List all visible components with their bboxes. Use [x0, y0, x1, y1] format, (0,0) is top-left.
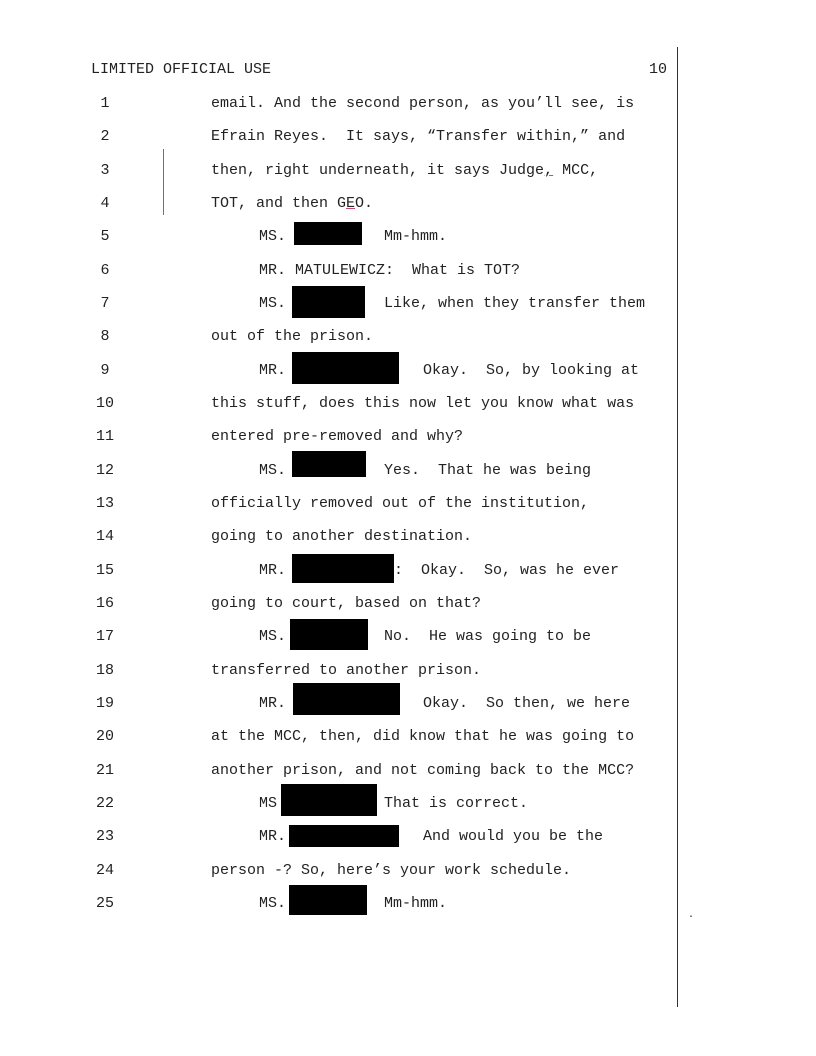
transcript-line: this stuff, does this now let you know what was: [211, 395, 635, 412]
speaker-label: MR.: [259, 695, 287, 712]
transcript-line: out of the prison.: [211, 328, 374, 345]
speaker-label: MS.: [259, 295, 287, 312]
line-number: 18: [95, 662, 114, 679]
transcript-line: Mm-hmm.: [384, 895, 448, 912]
redaction-block: [294, 222, 362, 245]
transcript-line: Okay. So, by looking at: [423, 362, 640, 379]
speaker-label: MS.: [259, 628, 287, 645]
line-text: O.: [355, 195, 374, 212]
line-number: 22: [95, 795, 114, 812]
redaction-block: [281, 784, 377, 816]
line-number: 14: [95, 528, 114, 545]
transcript-line: [211, 162, 598, 179]
line-number: 19: [95, 695, 114, 712]
transcript-line: And would you be the: [423, 828, 604, 845]
revision-change-bar: [163, 149, 164, 215]
line-text: then, right underneath, it says Judge: [211, 162, 545, 179]
transcript-line: Okay. So then, we here: [423, 695, 631, 712]
line-number: 20: [95, 728, 114, 745]
speaker-label: MS.: [259, 462, 287, 479]
speaker-label: MR.: [259, 362, 287, 379]
line-number: 21: [95, 762, 114, 779]
line-number: 7: [100, 295, 110, 312]
revised-letter-mark: E: [346, 195, 356, 212]
line-number: 25: [95, 895, 114, 912]
transcript-line: MR. MATULEWICZ: What is TOT?: [259, 262, 521, 279]
redaction-block: [292, 451, 366, 477]
right-margin-rule: [677, 47, 678, 1007]
line-number: 16: [95, 595, 114, 612]
line-number: 2: [100, 128, 110, 145]
transcript-line: That is correct.: [384, 795, 529, 812]
page-header: [91, 61, 667, 81]
transcript-line: going to court, based on that?: [211, 595, 482, 612]
line-number: 1: [100, 95, 110, 112]
redaction-block: [293, 683, 400, 715]
speaker-label: MS: [259, 795, 278, 812]
transcript-line: going to another destination.: [211, 528, 473, 545]
line-number: 3: [100, 162, 110, 179]
line-number: 8: [100, 328, 110, 345]
line-number: 5: [100, 228, 110, 245]
classification-label: LIMITED OFFICIAL USE: [91, 61, 272, 78]
transcript-line: Like, when they transfer them: [384, 295, 646, 312]
transcript-line: transferred to another prison.: [211, 662, 482, 679]
line-number: 9: [100, 362, 110, 379]
transcript-line: No. He was going to be: [384, 628, 592, 645]
redaction-block: [290, 619, 368, 650]
line-number: 6: [100, 262, 110, 279]
transcript-line: : Okay. So, was he ever: [394, 562, 620, 579]
speaker-label: MS.: [259, 895, 287, 912]
transcript-line: officially removed out of the institution,: [211, 495, 590, 512]
redaction-block: [292, 352, 399, 384]
line-number: 17: [95, 628, 114, 645]
redaction-block: [292, 554, 394, 583]
margin-dot: .: [688, 910, 695, 921]
speaker-label: MR.: [259, 828, 287, 845]
speaker-label: MR.: [259, 562, 287, 579]
transcript-line: email. And the second person, as you’ll see, is: [211, 95, 635, 112]
line-number: 10: [95, 395, 114, 412]
speaker-label: MS.: [259, 228, 287, 245]
transcript-line: person -? So, here’s your work schedule.: [211, 862, 572, 879]
redaction-block: [289, 825, 399, 847]
inserted-comma-mark: ,: [544, 162, 554, 179]
line-number: 23: [95, 828, 114, 845]
redaction-block: [292, 286, 365, 318]
transcript-line: at the MCC, then, did know that he was going to: [211, 728, 635, 745]
line-number: 13: [95, 495, 114, 512]
line-text: MCC,: [553, 162, 599, 179]
transcript-line: entered pre-removed and why?: [211, 428, 464, 445]
line-text: TOT, and then G: [211, 195, 347, 212]
line-number: 4: [100, 195, 110, 212]
line-number: 24: [95, 862, 114, 879]
redaction-block: [289, 885, 367, 915]
line-number: 11: [95, 428, 114, 445]
transcript-line: Efrain Reyes. It says, “Transfer within,” and: [211, 128, 626, 145]
line-number: 15: [95, 562, 114, 579]
line-number: 12: [95, 462, 114, 479]
transcript-line: another prison, and not coming back to the MCC?: [211, 762, 635, 779]
transcript-line: Yes. That he was being: [384, 462, 592, 479]
page-number: 10: [648, 61, 667, 78]
transcript-line: Mm-hmm.: [384, 228, 448, 245]
transcript-line: [211, 195, 373, 212]
